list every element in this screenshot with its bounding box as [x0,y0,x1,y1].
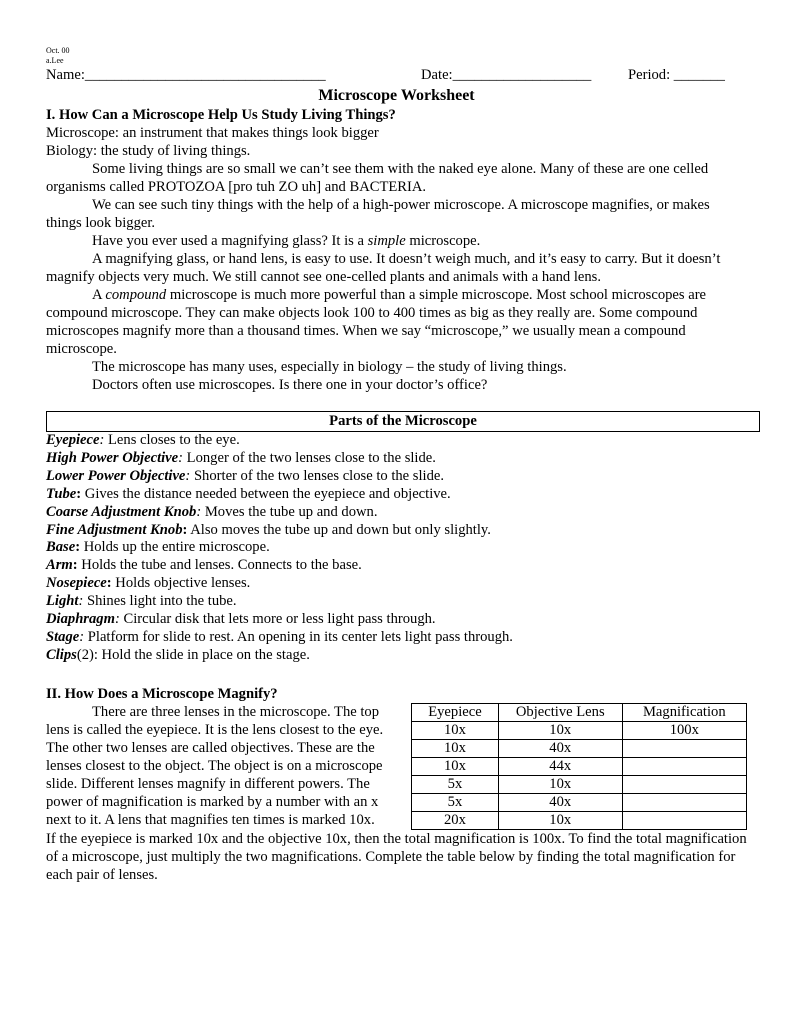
table-row [412,793,747,811]
part-item: Eyepiece: Lens closes to the eye. [46,432,240,448]
table-cell: 40x [498,739,622,757]
definition-microscope: Microscope: an instrument that makes things look bigger [46,125,379,141]
part-item: Coarse Adjustment Knob: Moves the tube up and down. [46,503,378,520]
table-cell: 10x [412,739,499,757]
table-cell[interactable] [622,811,746,829]
table-cell[interactable] [622,775,746,793]
paragraph: There are three lenses in the microscope. The top lens is called the eyepiece. It is the lens closest to the eye. The other two lenses are called objectives. These are the lenses closest to the object. The object is on a microscope slide. Different lenses magnify in different powers. The power of magnification is marked by a number with an x next to it. A lens that magnifies ten times is marked 10x. [46,703,384,828]
part-item: Light: Shines light into the tube. [46,593,237,610]
table-cell[interactable]: 100x [622,721,746,739]
definition-biology: Biology: the study of living things. [46,143,251,159]
table-row [412,721,747,739]
table-cell: 5x [412,793,499,811]
table-cell[interactable] [622,757,746,775]
paragraph: If the eyepiece is marked 10x and the objective 10x, then the total magnification is 100x. To find the total magnification of a microscope, just multiply the two magnifications. Complete the table below by finding the total magnification for each pair of lenses. [46,830,747,883]
part-item: Diaphragm: Circular disk that lets more or less light pass through. [46,611,436,628]
paragraph: Doctors often use microscopes. Is there one in your doctor’s office? [92,377,488,393]
table-cell: 20x [412,811,499,829]
magnify-block [46,703,747,830]
table-header-row [412,703,747,721]
table-cell: 44x [498,757,622,775]
section1-heading: I. How Can a Microscope Help Us Study Living Things? [46,107,396,123]
table-cell: 10x [498,811,622,829]
table-header: Objective Lens [498,703,622,721]
table-row [412,757,747,775]
paragraph: A magnifying glass, or hand lens, is easy to use. It doesn’t weigh much, and it’s easy to carry. But it doesn’t magnify objects very much. We still cannot see one-celled plants and animals with a hand lens. [46,251,721,285]
magnification-table [411,703,747,830]
table-cell: 10x [412,757,499,775]
part-item: Nosepiece: Holds objective lenses. [46,575,251,592]
table-cell: 10x [498,775,622,793]
part-item: Arm: Holds the tube and lenses. Connects to the base. [46,557,362,574]
part-item: High Power Objective: Longer of the two lenses close to the slide. [46,449,436,466]
part-item: Base: Holds up the entire microscope. [46,539,270,556]
table-cell: 10x [412,721,499,739]
part-item: Tube: Gives the distance needed between the eyepiece and objective. [46,485,451,502]
header-fields [46,66,747,86]
table-header: Eyepiece [412,703,499,721]
period-field: Period: _______ [628,67,725,83]
paragraph: A compound microscope is much more powerful than a simple microscope. Most school microscopes are compound microscope. They can make objects look 100 to 400 times as big as they really are. Some compound microscopes magnify more than a thousand times. When we say “microscope,” we usually mean a compound microscope. [46,287,707,357]
name-field: Name:_________________________________ [46,67,326,83]
date-field: Date:___________________ [421,67,592,83]
parts-list [46,432,747,665]
table-cell[interactable] [622,793,746,811]
part-item: Fine Adjustment Knob: Also moves the tube up and down but only slightly. [46,521,491,538]
section2-heading: II. How Does a Microscope Magnify? [46,685,278,702]
page-title: Microscope Worksheet [318,87,475,104]
part-item: Clips(2): Hold the slide in place on the stage. [46,646,310,663]
table-row [412,811,747,829]
table-row [412,775,747,793]
paragraph: We can see such tiny things with the help of a high-power microscope. A microscope magnifies, or makes things look bigger. [46,197,710,231]
table-header: Magnification [622,703,746,721]
paragraph: Have you ever used a magnifying glass? It is a simple microscope. [92,233,481,249]
table-cell[interactable] [622,739,746,757]
meta-author: a.Lee [46,56,64,65]
table-cell: 10x [498,721,622,739]
table-row [412,739,747,757]
paragraph: Some living things are so small we can’t see them with the naked eye alone. Many of these are one celled organisms called PROTOZOA [pro tuh ZO uh] and BACTERIA. [46,161,709,195]
part-item: Stage: Platform for slide to rest. An opening in its center lets light pass through. [46,628,513,645]
paragraph: The microscope has many uses, especially in biology – the study of living things. [92,359,567,375]
meta-date: Oct. 00 [46,46,70,55]
part-item: Lower Power Objective: Shorter of the two lenses close to the slide. [46,467,445,484]
table-cell: 40x [498,793,622,811]
table-cell: 5x [412,775,499,793]
parts-heading-box: Parts of the Microscope [46,411,760,432]
